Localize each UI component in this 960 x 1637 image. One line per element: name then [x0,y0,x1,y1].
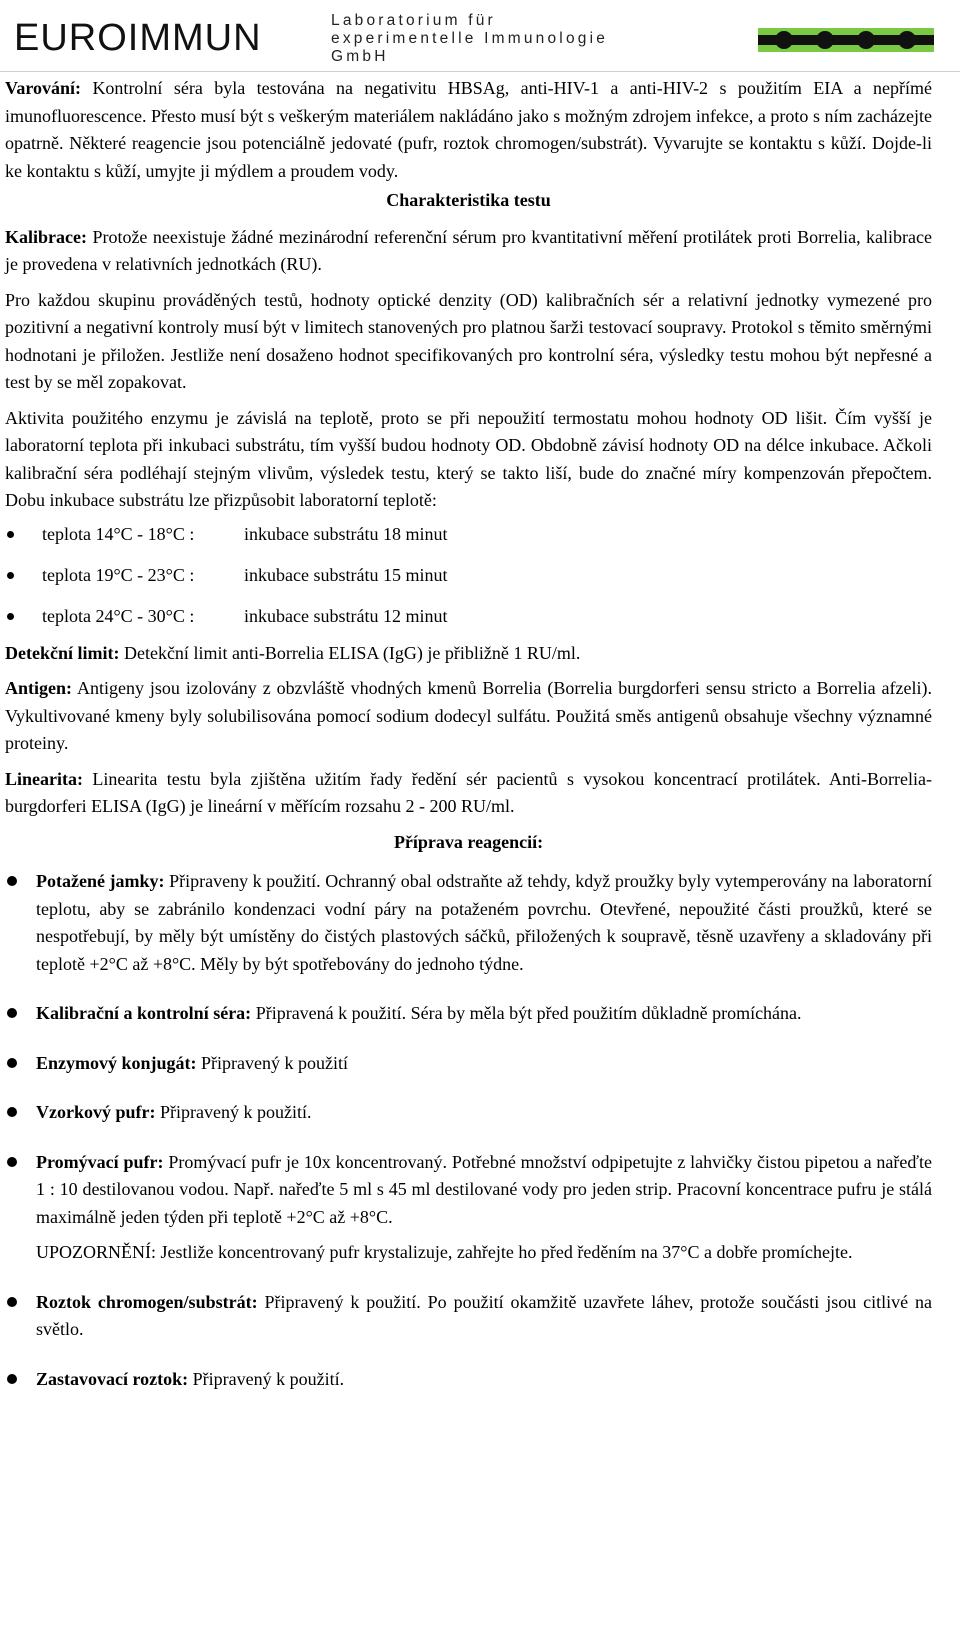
temperature-list [5,521,932,644]
reagent-text: Připravená k použití. Séra by měla být před použitím důkladně promíchána. [255,1003,802,1023]
temperature-range: teplota 14°C - 18°C : [42,523,195,544]
company-subtitle [331,12,608,66]
reagent-text: Připravený k použití. Po použití okamžitě uzavřete láhev, protože součásti jsou citlivé na světlo. [36,1291,932,1339]
antigen-label: Antigen: [5,678,72,698]
reagent-item [5,1099,932,1127]
reagent-label: Roztok chromogen/substrát: [36,1291,258,1312]
reagent-text: Připraveny k použití. Ochranný obal odstraňte až tehdy, když proužky byly vytemperovány na laboratorní teplotu, aby se zabránilo kondenzaci vodní páry na potaženém povrchu. Otevřené, nepoužité části proužků, které se nespotřebují, by měly být umístěny do čistých plastových sáčků, přiložených k soupravě, těsně uzavřeny a skladovány při teplotě +2°C až +8°C. Měly by být spotřebovány do jednoho týdne. [36,871,933,974]
reagent-label: Enzymový konjugát: [36,1052,197,1073]
detection-label: Detekční limit: [5,642,120,663]
reagent-text: Připravený k použití [201,1052,348,1073]
reagent-item [5,1000,932,1028]
reagent-item [5,1050,932,1078]
letterhead [0,0,960,70]
lab-line-1: Laboratorium für [331,12,496,29]
calibration-label: Kalibrace: [5,226,87,247]
reagent-note: UPOZORNĚNÍ: Jestliže koncentrovaný pufr krystalizuje, zahřejte ho před ředěním na 37°C a dobře promíchejte. [36,1242,853,1262]
incubation-time: inkubace substrátu 15 minut [244,564,448,585]
warning-paragraph [5,75,932,185]
reagent-label: Vzorkový pufr: [36,1102,156,1122]
antigen-paragraph [5,675,932,758]
brand-bar-icon [758,28,934,52]
linearity-paragraph [5,766,932,821]
reagent-label: Zastavovací roztok: [36,1368,189,1389]
warning-text: Kontrolní séra byla testována na negativitu HBSAg, anti-HIV-1 a anti-HIV-2 s použitím EIA a nepřímé imunofluorescence. Přesto musí být s veškerým materiálem nakládáno jako s možným zdrojem infekce, a proto s ním zacházejte opatrně. Některé reagencie jsou potenciálně jedovaté (pufr, roztok chromogen/substrát). Vyvarujte se kontaktu s kůží. Dojde-li ke kontaktu s kůží, umyjte ji mýdlem a proudem vody. [5,78,933,181]
header-divider [0,71,960,72]
temperature-item [5,603,932,644]
reagents-heading: Příprava reagencií: [393,831,544,852]
calibration-paragraph [5,224,932,279]
linearity-text: Linearita testu byla zjištěna užitím řady ředění sér pacientů s vysokou koncentrací protilátek. Anti-Borrelia-burgdorferi ELISA (IgG) je lineární v měřícím rozsahu 2 - 200 RU/ml. [5,768,933,816]
reagent-item [5,1366,932,1394]
incubation-time: inkubace substrátu 18 minut [244,523,448,544]
detection-paragraph [5,640,932,668]
lab-line-2: experimentelle Immunologie [331,30,609,47]
reagent-label: Potažené jamky: [36,871,165,891]
detection-text: Detekční limit anti-Borrelia ELISA (IgG) je přibližně 1 RU/ml. [123,642,581,663]
reagent-text: Připravený k použití. [192,1368,345,1389]
reagent-item [5,868,932,978]
lab-line-3: GmbH [331,48,389,65]
temperature-item [5,521,932,562]
company-logo: EUROIMMUN [14,17,262,59]
characteristics-heading: Charakteristika testu [386,190,551,210]
calibration-text: Protože neexistuje žádné mezinárodní referenční sérum pro kvantitativní měření protilátek proti Borrelia, kalibrace je provedena v relativních jednotkách (RU). [5,226,932,274]
reagent-item [5,1289,932,1344]
od-paragraph: Pro každou skupinu prováděných testů, hodnoty optické denzity (OD) kalibračních sér a relativní jednotky vymezené pro pozitivní a negativní kontroly musí být v limitech stanovených pro platnou šarži testovací soupravy. Protokol s těmito směrnými hodnotani je přiložen. Jestliže není dosaženo hodnot specifikovaných pro kontrolní séra, výsledky testu mohou být nepřesné a test by se měl zopakovat. [5,289,932,392]
incubation-time: inkubace substrátu 12 minut [244,605,448,626]
reagent-text: Promývací pufr je 10x koncentrovaný. Potřebné množství odpipetujte z lahvičky čistou pipetou a nařeďte 1 : 10 destilovanou vodou. Např. nařeďte 5 ml s 45 ml destilované vody pro jeden strip. Pracovní koncentrace pufru je stálá maximálně jeden týden při teplotě +2°C až +8°C. [36,1151,933,1227]
reagent-text: Připravený k použití. [160,1102,312,1122]
enzyme-paragraph: Aktivita použitého enzymu je závislá na teplotě, proto se při nepoužití termostatu mohou hodnoty OD lišit. Čím vyšší je laboratorní teplota při inkubaci substrátu, tím vyšší budou hodnoty OD. Obdobně závisí hodnoty OD na délce inkubace. Ačkoli kalibrační séra podléhají stejným vlivům, výsledek testu, který se takto liší, bude do značné míry kompenzován přepočtem. Dobu inkubace substrátu lze přizpůsobit laboratorní teplotě: [5,407,932,510]
linearity-label: Linearita: [5,768,83,789]
temperature-item [5,562,932,603]
temperature-range: teplota 19°C - 23°C : [42,564,195,585]
document-body [5,75,932,1415]
temperature-range: teplota 24°C - 30°C : [42,605,195,626]
antigen-text: Antigeny jsou izolovány z obzvláště vhodných kmenů Borrelia (Borrelia burgdorferi sensu stricto a Borrelia afzeli). Vykultivované kmeny byly solubilisována pomocí sodium dodecyl sulfátu. Použitá směs antigenů obsahuje všechny významné proteiny. [5,678,932,753]
reagent-label: Kalibrační a kontrolní séra: [36,1003,252,1023]
reagents-list [5,868,932,1393]
warning-label: Varování: [5,78,82,98]
reagent-label: Promývací pufr: [36,1151,164,1172]
reagent-item [5,1149,932,1267]
